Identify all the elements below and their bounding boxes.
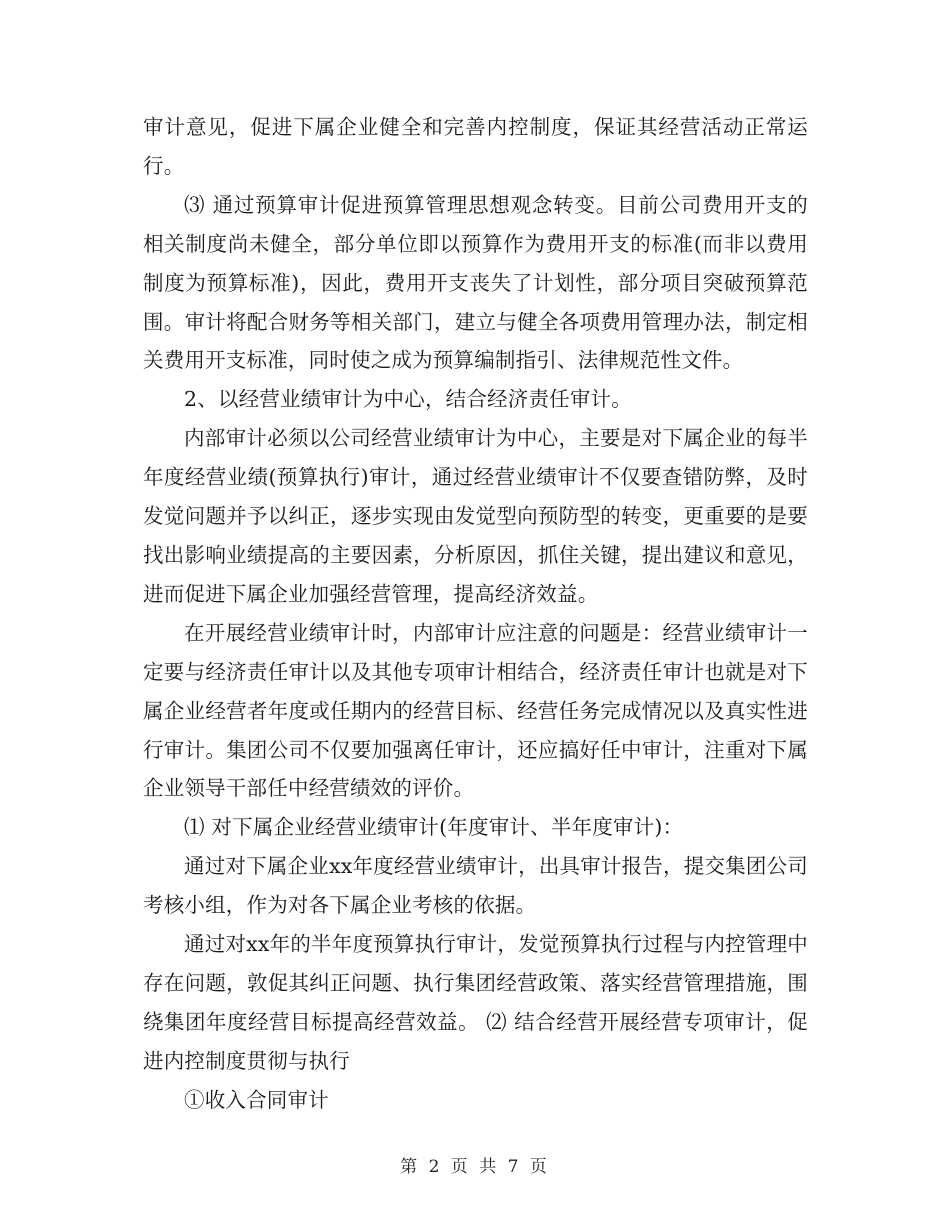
- paragraph-1: 审计意见，促进下属企业健全和完善内控制度，保证其经营活动正常运行。: [143, 115, 808, 178]
- paragraph-8: ①收入合同审计: [184, 1087, 329, 1112]
- paragraph-6: 通过对下属企业xx年度经营业绩审计，出具审计报告，提交集团公司考核小组，作为对各下属企业考核的依据。: [143, 854, 808, 918]
- section-heading-2: 2、以经营业绩审计为中心，结合经济责任审计。: [184, 387, 632, 412]
- document-body: [143, 108, 808, 1120]
- paragraph-3: 内部审计必须以公司经营业绩审计为中心，主要是对下属企业的每半年度经营业绩(预算执行)审计，通过经营业绩审计不仅要查错防弊，及时发觉问题并予以纠正，逐步实现由发觉型向预防型的转变，更重要的是要找出影响业绩提高的主要因素，分析原因，抓住关键，提出建议和意见，进而促进下属企业加强经营管理，提高经济效益。: [143, 426, 808, 606]
- paragraph-7: 通过对xx年的半年度预算执行审计，发觉预算执行过程与内控管理中存在问题，敦促其纠正问题、执行集团经营政策、落实经营管理措施，围绕集团年度经营目标提高经营效益。 ⑵ 结合经营开展经营专项审计，促进内控制度贯彻与执行: [143, 932, 808, 1073]
- paragraph-5: ⑴ 对下属企业经营业绩审计(年度审计、半年度审计)：: [184, 815, 684, 840]
- paragraph-2: ⑶ 通过预算审计促进预算管理思想观念转变。目前公司费用开支的相关制度尚未健全，部分单位即以预算作为费用开支的标准(而非以费用制度为预算标准)，因此，费用开支丧失了计划性，部分项目突破预算范围。审计将配合财务等相关部门，建立与健全各项费用管理办法，制定相关费用开支标准，同时使之成为预算编制指引、法律规范性文件。: [143, 192, 808, 373]
- page-footer: 第 2 页 共 7 页: [400, 1157, 550, 1177]
- paragraph-4: 在开展经营业绩审计时，内部审计应注意的问题是：经营业绩审计一定要与经济责任审计以及其他专项审计相结合，经济责任审计也就是对下属企业经营者年度或任期内的经营目标、经营任务完成情况以及真实性进行审计。集团公司不仅要加强离任审计，还应搞好任中审计，注重对下属企业领导干部任中经营绩效的评价。: [143, 620, 808, 801]
